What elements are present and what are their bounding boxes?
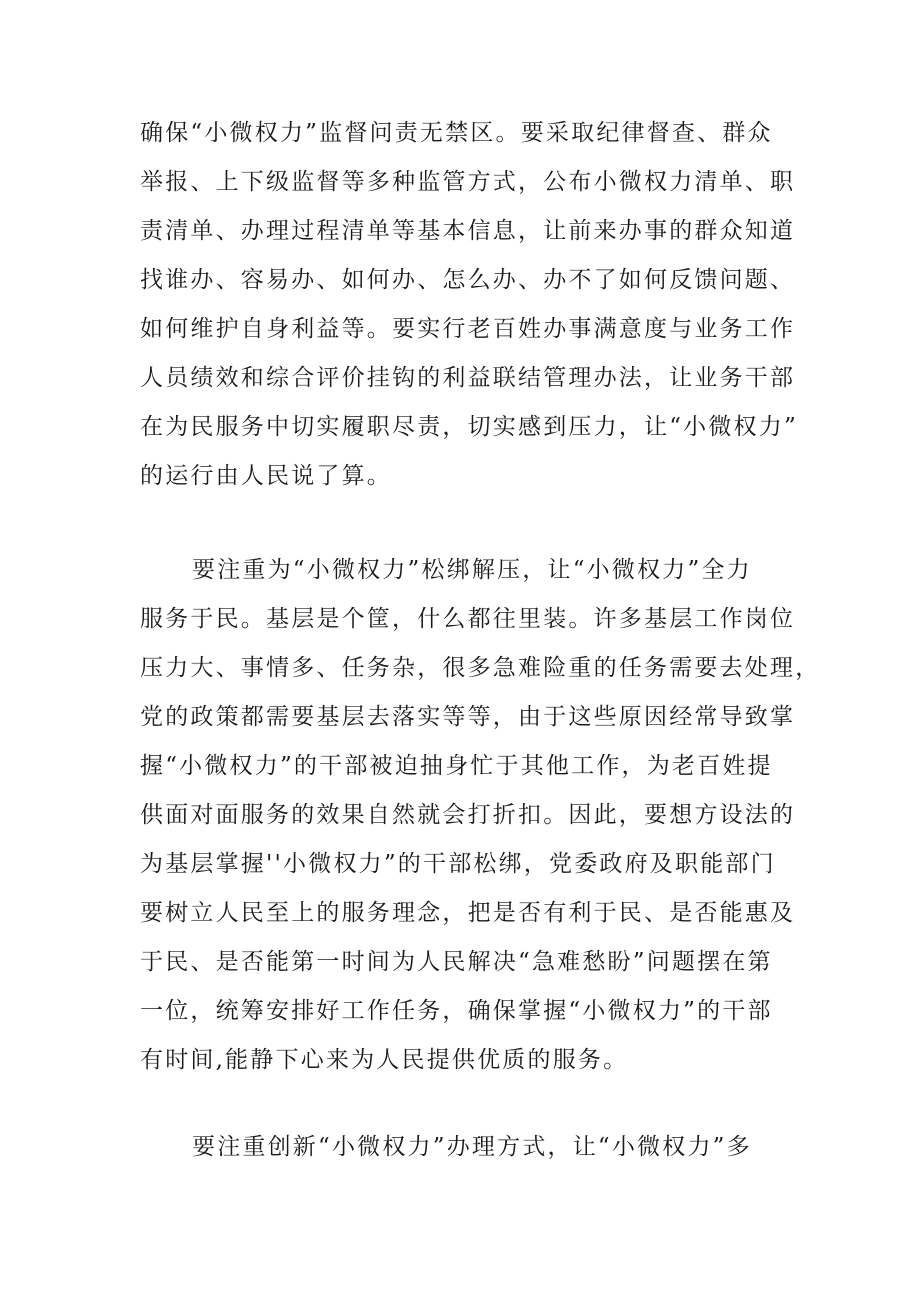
paragraph-2-line-7: 为基层掌握''小微权力”的干部松绑，党委政府及职能部门	[140, 851, 776, 877]
paragraph-1-line-7: 在为民服务中切实履职尽责，切实感到压力，让“小微权力”	[140, 414, 798, 440]
paragraph-2-line-5: 握“小微权力”的干部被迫抽身忙于其他工作，为老百姓提	[140, 753, 773, 779]
paragraph-1-line-3: 责清单、办理过程清单等基本信息，让前来办事的群众知道	[140, 218, 796, 244]
paragraph-2-line-9: 于民、是否能第一时间为人民解决“急难愁盼”问题摆在第	[140, 949, 773, 975]
paragraph-2-line-6: 供面对面服务的效果自然就会打折扣。因此，要想方设法的	[140, 802, 796, 828]
paragraph-2-line-2: 服务于民。基层是个筐，什么都往里装。许多基层工作岗位	[140, 606, 796, 632]
paragraph-1-line-8: 的运行由人民说了算。	[140, 463, 392, 489]
paragraph-2-line-10: 一位，统筹安排好工作任务，确保掌握“小微权力”的干部	[140, 998, 773, 1024]
paragraph-3-line-1: 要注重创新“小微权力”办理方式，让“小微权力”多	[192, 1134, 752, 1160]
paragraph-2-line-4: 党的政策都需要基层去落实等等，由于这些原因经常导致掌	[140, 704, 796, 730]
paragraph-1-line-1: 确保“小微权力”监督问责无禁区。要采取纪律督查、群众	[140, 120, 773, 146]
paragraph-1-line-2: 举报、上下级监督等多种监管方式，公布小微权力清单、职	[140, 169, 796, 195]
paragraph-1-line-5: 如何维护自身利益等。要实行老百姓办事满意度与业务工作	[140, 316, 796, 342]
paragraph-2-line-1: 要注重为“小微权力”松绑解压，让“小微权力”全力	[192, 557, 752, 583]
paragraph-1-line-6: 人员绩效和综合评价挂钩的利益联结管理办法，让业务干部	[140, 365, 796, 391]
paragraph-2-line-3: 压力大、事情多、任务杂，很多急难险重的任务需要去处理，	[140, 655, 821, 681]
paragraph-2-line-8: 要树立人民至上的服务理念，把是否有利于民、是否能惠及	[140, 900, 796, 926]
paragraph-2-line-11: 有时间,能静下心来为人民提供优质的服务。	[140, 1047, 629, 1073]
paragraph-1-line-4: 找谁办、容易办、如何办、怎么办、办不了如何反馈问题、	[140, 267, 796, 293]
